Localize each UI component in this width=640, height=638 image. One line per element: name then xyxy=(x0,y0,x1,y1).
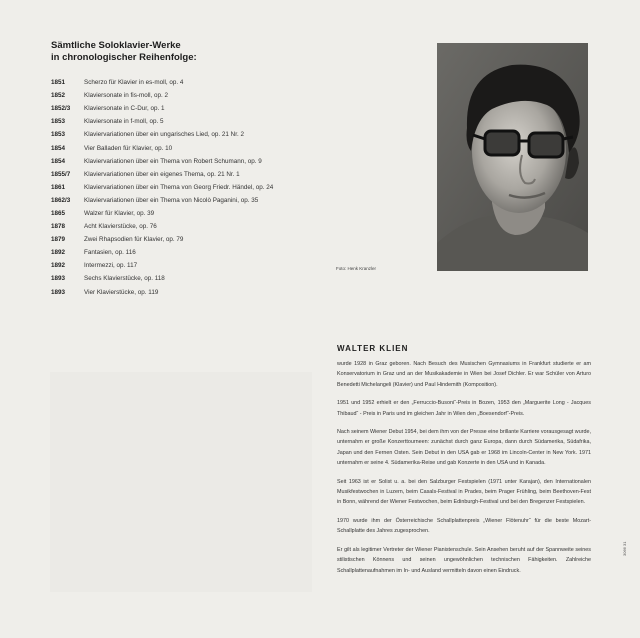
work-title: Acht Klavierstücke, op. 76 xyxy=(84,223,157,231)
work-row xyxy=(51,259,351,272)
work-title: Klaviervariationen über ein Thema von Nicolò Paganini, op. 35 xyxy=(84,196,259,204)
bio-paragraph: Er gilt als legitimer Vertreter der Wiener Pianistenschule. Sein Ansehen beruht auf der Spannweite seines stilistischen Könnens und seinen ungewöhnlichen technischen Fähigkeiten. Zahlreiche Schallplattenaufnahmen im In- und Ausland vermitteln davon einen Eindruck. xyxy=(337,546,591,574)
work-row xyxy=(51,168,351,181)
work-title: Intermezzi, op. 117 xyxy=(84,262,138,270)
work-year: 1854 xyxy=(51,157,66,165)
artist-name: WALTER KLIEN xyxy=(337,344,409,353)
work-title: Klaviervariationen über ein Thema von Georg Friedr. Händel, op. 24 xyxy=(84,183,274,191)
artist-biography xyxy=(337,359,591,584)
work-title: Klaviervariationen über ein ungarisches Lied, op. 21 Nr. 2 xyxy=(84,131,244,139)
work-year: 1853 xyxy=(51,131,66,139)
work-title: Fantasien, op. 116 xyxy=(84,249,136,257)
work-row xyxy=(51,128,351,141)
work-title: Klaviervariationen über ein Thema von Robert Schumann, op. 9 xyxy=(84,157,262,165)
bio-paragraph: 1970 wurde ihm der Österreichische Schallplattenpreis „Wiener Flötenuhr“ für die beste Mozart-Schallplatte des Jahres zugesprochen. xyxy=(337,517,591,535)
work-title: Klaviersonate in fis-moll, op. 2 xyxy=(84,92,168,100)
works-list xyxy=(51,76,351,299)
work-title: Vier Klavierstücke, op. 119 xyxy=(84,288,159,296)
work-row xyxy=(51,233,351,246)
work-year: 1861 xyxy=(51,183,66,191)
work-row xyxy=(51,246,351,259)
work-title: Zwei Rhapsodien für Klavier, op. 79 xyxy=(84,236,184,244)
bio-paragraph: 1951 und 1952 erhielt er den „Ferruccio-Busoni“-Preis in Bozen, 1953 den „Marguerite Long - Jacques Thibaud“ - Preis in Paris und im gleichen Jahr in Wien den „Boesendorf“-Preis. xyxy=(337,400,591,417)
work-title: Scherzo für Klavier in es-moll, op. 4 xyxy=(84,79,184,87)
works-heading-line2: in chronologischer Reihenfolge: xyxy=(51,52,197,63)
work-year: 1862/3 xyxy=(51,196,71,204)
bio-paragraph: Seit 1963 ist er Solist u. a. bei den Salzburger Festspielen (1971 unter Karajan), den Internationalen Musikfestwochen in Luzern, beim Casals-Festival in Prades, beim Prager Frühling, beim Beethoven-Fest in Bonn, während der Wiener Festwochen, beim Edinburgh-Festival und bei den Bregenzer Festspielen. xyxy=(337,478,591,506)
work-year: 1892 xyxy=(51,249,66,257)
work-title: Vier Balladen für Klavier, op. 10 xyxy=(84,144,173,152)
work-title: Klaviersonate in C-Dur, op. 1 xyxy=(84,105,165,113)
work-row xyxy=(51,272,351,285)
work-year: 1878 xyxy=(51,223,66,231)
work-title: Klaviersonate in f-moll, op. 5 xyxy=(84,118,164,126)
work-year: 1851 xyxy=(51,79,66,87)
works-heading-line1: Sämtliche Soloklavier-Werke xyxy=(51,40,181,51)
works-heading xyxy=(51,40,351,64)
work-year: 1852 xyxy=(51,92,66,100)
work-title: Klaviervariationen über ein eigenes Thema, op. 21 Nr. 1 xyxy=(84,170,240,178)
work-row xyxy=(51,286,351,299)
work-row xyxy=(51,76,351,89)
photo-credit: Foto: Henk Kranzler xyxy=(336,266,377,271)
work-row xyxy=(51,115,351,128)
work-year: 1893 xyxy=(51,275,66,283)
catalog-number: 3066 31 xyxy=(622,541,627,556)
work-row xyxy=(51,102,351,115)
work-year: 1865 xyxy=(51,209,66,217)
work-title: Sechs Klavierstücke, op. 118 xyxy=(84,275,165,283)
work-year: 1855/7 xyxy=(51,170,71,178)
work-year: 1853 xyxy=(51,118,66,126)
work-year: 1893 xyxy=(51,288,66,296)
work-row xyxy=(51,181,351,194)
work-row xyxy=(51,220,351,233)
work-row xyxy=(51,207,351,220)
work-year: 1854 xyxy=(51,144,66,152)
work-year: 1852/3 xyxy=(51,105,71,113)
work-year: 1879 xyxy=(51,236,66,244)
bio-paragraph: wurde 1928 in Graz geboren. Nach Besuch des Musischen Gymnasiums in Frankfurt studierte er am Konservatorium in Graz und an der Musikakademie in Wien bei Josef Dichler. Er war Schüler von Arturo Benedetti Michelangeli (Klavier) und Paul Hindemith (Komposition). xyxy=(337,361,591,388)
work-row xyxy=(51,141,351,154)
work-title: Walzer für Klavier, op. 39 xyxy=(84,209,155,217)
bio-paragraph: Nach seinem Wiener Debut 1954, bei dem ihm von der Presse eine brillante Karriere vorausgesagt wurde, unternahm er große Konzerttourneen: zunächst durch ganz Europa, dann durch Südamerika, Südafrika, Japan und den Fernen Osten. Sein Debut in den USA gab er 1968 im Lincoln-Center in New York. 1971 unternahm er seine 4. Südamerika-Reise und gab Konzerte in den USA und in Kanada. xyxy=(337,429,591,467)
portrait-illustration xyxy=(437,43,588,271)
work-row xyxy=(51,155,351,168)
work-row xyxy=(51,194,351,207)
work-row xyxy=(51,89,351,102)
work-year: 1892 xyxy=(51,262,66,270)
portrait-photo xyxy=(437,43,588,271)
blank-panel xyxy=(50,372,312,592)
